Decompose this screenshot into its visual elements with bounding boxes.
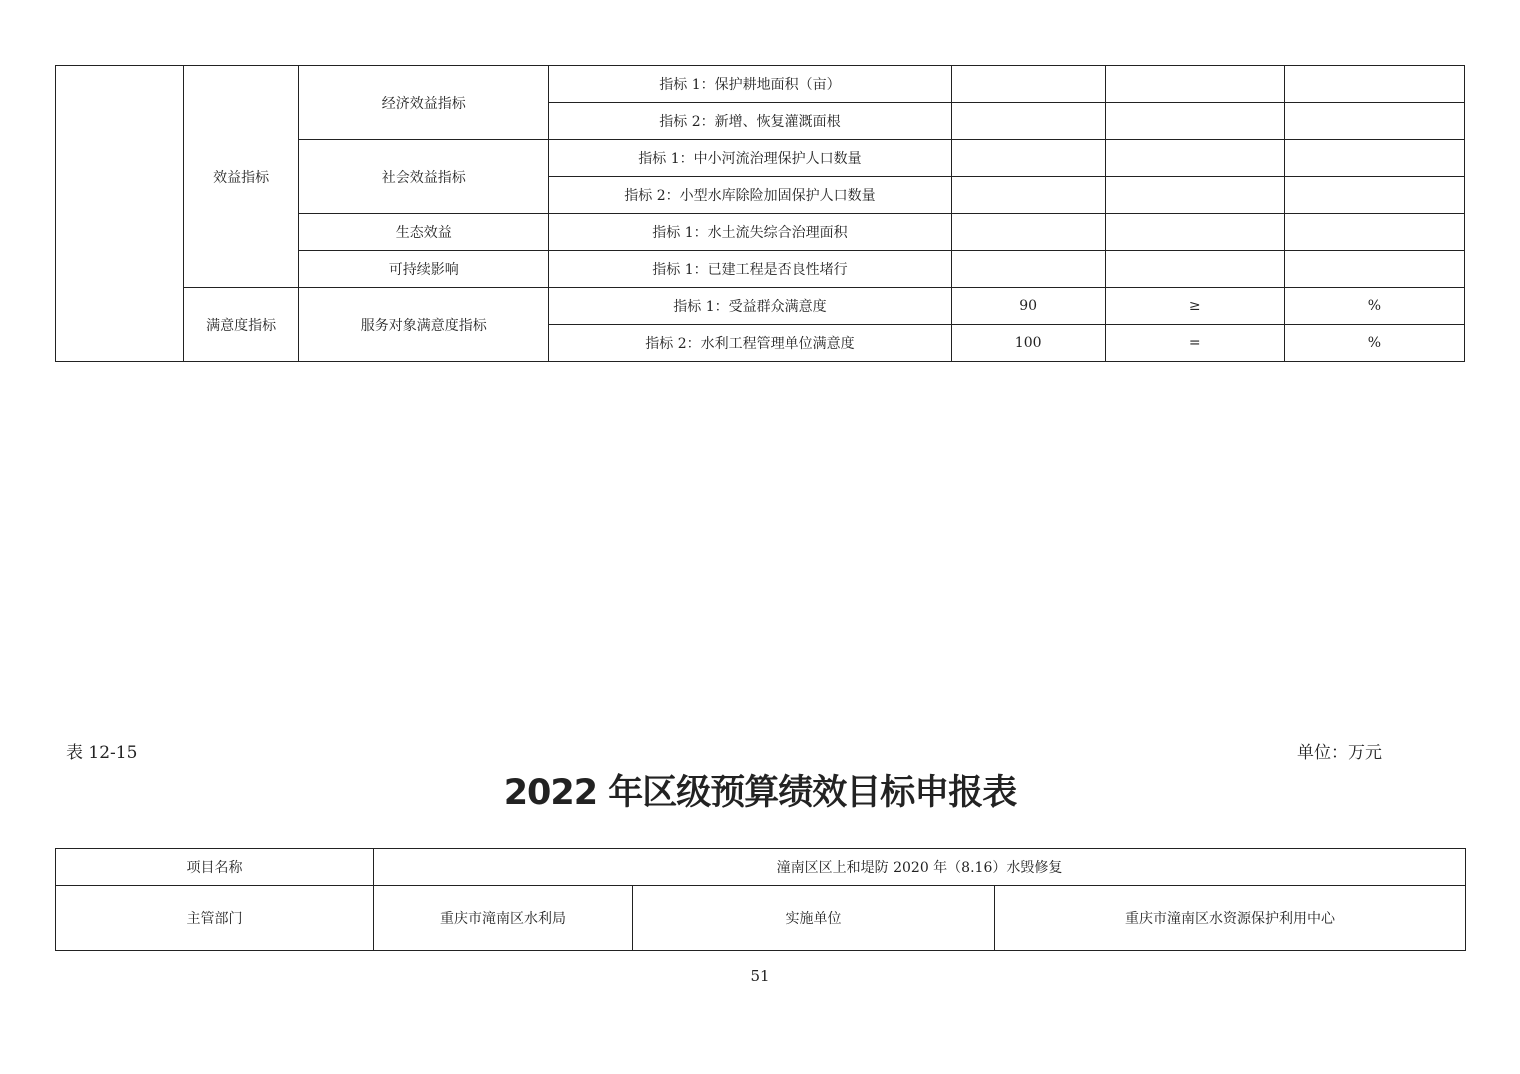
subgroup-cell: 服务对象满意度指标 — [299, 288, 549, 362]
indicator-cell: 指标 1：中小河流治理保护人口数量 — [549, 140, 951, 177]
unit-cell: % — [1284, 325, 1464, 362]
unit-cell — [1284, 177, 1464, 214]
blank-category-cell — [56, 66, 184, 362]
implementer-value: 重庆市潼南区水资源保护利用中心 — [995, 886, 1466, 951]
unit-cell — [1284, 214, 1464, 251]
indicator-cell: 指标 1：水土流失综合治理面积 — [549, 214, 951, 251]
subgroup-cell: 生态效益 — [299, 214, 549, 251]
unit-cell — [1284, 251, 1464, 288]
operator-cell — [1105, 251, 1284, 288]
value-cell — [951, 66, 1105, 103]
operator-cell — [1105, 103, 1284, 140]
value-cell — [951, 103, 1105, 140]
unit-cell — [1284, 140, 1464, 177]
operator-cell: = — [1105, 325, 1284, 362]
operator-cell: ≥ — [1105, 288, 1284, 325]
implementer-label: 实施单位 — [633, 886, 995, 951]
group-cell: 满意度指标 — [184, 288, 299, 362]
operator-cell — [1105, 66, 1284, 103]
project-info-table — [55, 848, 1466, 951]
unit-cell — [1284, 103, 1464, 140]
group-cell: 效益指标 — [184, 66, 299, 288]
indicator-cell: 指标 2：水利工程管理单位满意度 — [549, 325, 951, 362]
subgroup-cell: 可持续影响 — [299, 251, 549, 288]
project-name-label: 项目名称 — [56, 849, 374, 886]
indicator-cell: 指标 2：小型水库除险加固保护人口数量 — [549, 177, 951, 214]
value-cell — [951, 177, 1105, 214]
value-cell — [951, 251, 1105, 288]
page-title: 2022 年区级预算绩效目标申报表 — [503, 773, 1017, 813]
unit-cell: % — [1284, 288, 1464, 325]
unit-cell — [1284, 66, 1464, 103]
subgroup-cell: 社会效益指标 — [299, 140, 549, 214]
indicator-cell: 指标 2：新增、恢复灌溉面根 — [549, 103, 951, 140]
department-value: 重庆市滝南区水利局 — [374, 886, 633, 951]
indicator-cell: 指标 1：已建工程是否良性堵行 — [549, 251, 951, 288]
unit-label: 单位：万元 — [1297, 743, 1382, 763]
value-cell: 90 — [951, 288, 1105, 325]
value-cell — [951, 214, 1105, 251]
operator-cell — [1105, 140, 1284, 177]
value-cell: 100 — [951, 325, 1105, 362]
value-cell — [951, 140, 1105, 177]
operator-cell — [1105, 177, 1284, 214]
indicator-cell: 指标 1：保护耕地面积（亩） — [549, 66, 951, 103]
table-number: 表 12-15 — [66, 743, 138, 763]
department-label: 主管部门 — [56, 886, 374, 951]
operator-cell — [1105, 214, 1284, 251]
page-number: 51 — [750, 967, 770, 985]
subgroup-cell: 经济效益指标 — [299, 66, 549, 140]
indicator-table — [55, 65, 1465, 362]
project-name-value: 潼南区区上和堤防 2020 年（8.16）水毁修复 — [374, 849, 1466, 886]
indicator-cell: 指标 1：受益群众满意度 — [549, 288, 951, 325]
